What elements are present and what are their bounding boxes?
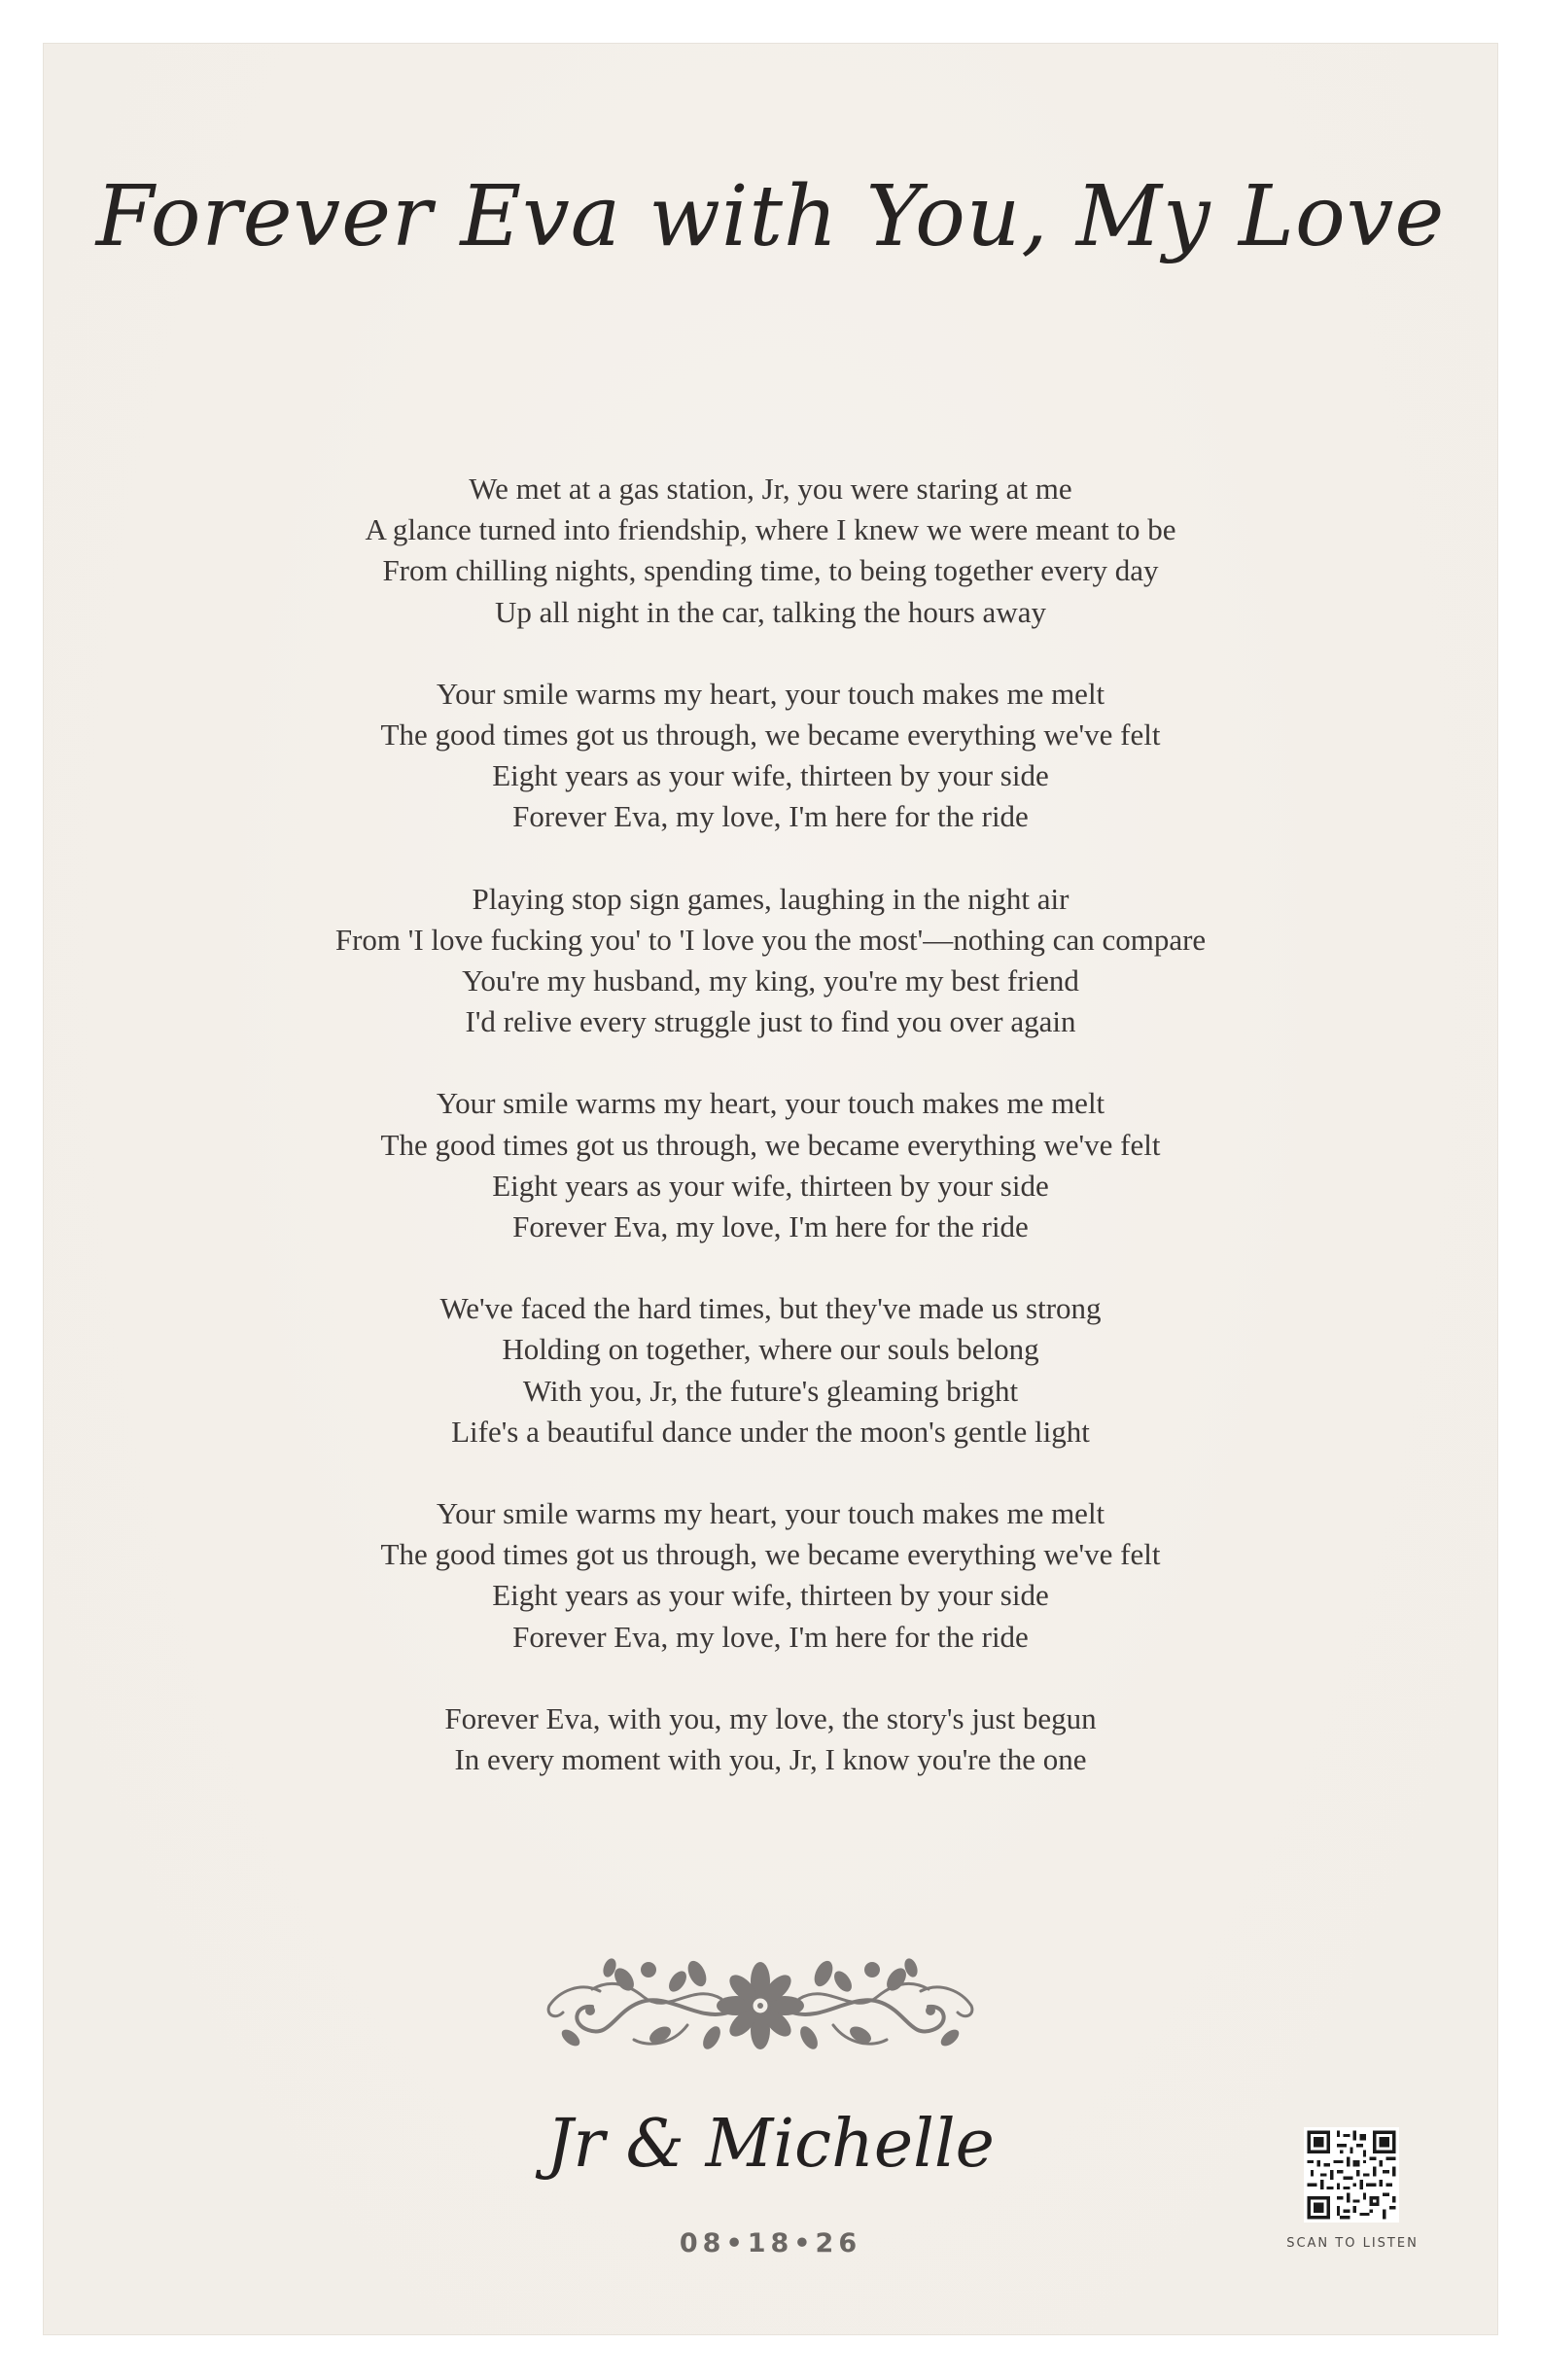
lyric-line: Up all night in the car, talking the hours away (495, 594, 1046, 629)
lyric-line: From chilling nights, spending time, to being together every day (382, 553, 1159, 588)
lyric-line: Eight years as your wife, thirteen by your side (492, 1168, 1049, 1203)
lyric-line: Eight years as your wife, thirteen by your side (492, 758, 1049, 793)
lyric-line: You're my husband, my king, you're my best friend (462, 963, 1079, 998)
lyric-line: A glance turned into friendship, where I knew we were meant to be (365, 512, 1176, 547)
stanza (44, 1083, 1497, 1247)
lyric-line: Playing stop sign games, laughing in the night air (472, 881, 1070, 916)
lyric-line: Life's a beautiful dance under the moon's gentle light (451, 1414, 1090, 1449)
lyric-line: The good times got us through, we became everything we've felt (380, 1127, 1161, 1162)
lyric-line: Forever Eva, my love, I'm here for the ride (512, 1619, 1029, 1654)
stanza (44, 1698, 1497, 1780)
lyric-line: In every moment with you, Jr, I know you're the one (454, 1742, 1087, 1777)
lyric-line: Forever Eva, my love, I'm here for the ride (512, 799, 1029, 834)
stanza (44, 879, 1497, 1043)
scan-to-listen-label: SCAN TO LISTEN (1286, 2236, 1419, 2251)
lyric-line: I'd relive every struggle just to find you over again (465, 1004, 1076, 1039)
lyric-line: The good times got us through, we became everything we've felt (380, 1537, 1161, 1572)
lyric-line: From 'I love fucking you' to 'I love you the most'—nothing can compare (334, 922, 1207, 957)
couple-names: Jr & Michelle (546, 2106, 995, 2183)
lyrics-block (44, 469, 1497, 1821)
song-title: Forever Eva with You, My Love (95, 168, 1446, 265)
lyric-line: Your smile warms my heart, your touch makes me melt (436, 1086, 1105, 1121)
lyric-line: Eight years as your wife, thirteen by your side (492, 1578, 1049, 1613)
stanza (44, 469, 1497, 633)
stanza (44, 1288, 1497, 1452)
lyric-line: Forever Eva, my love, I'm here for the ride (512, 1209, 1029, 1244)
stanza (44, 674, 1497, 838)
floral-divider-icon (542, 1952, 979, 2059)
lyric-line: Your smile warms my heart, your touch makes me melt (436, 676, 1105, 711)
qr-code-icon[interactable] (1304, 2127, 1399, 2222)
lyric-line: With you, Jr, the future's gleaming bright (522, 1373, 1019, 1408)
lyric-line: Your smile warms my heart, your touch makes me melt (436, 1496, 1105, 1531)
song-lyrics-poster (43, 43, 1498, 2335)
date: 08•18•26 (679, 2228, 862, 2258)
stanza (44, 1493, 1497, 1658)
lyric-line: Forever Eva, with you, my love, the story's just begun (444, 1700, 1097, 1735)
lyric-line: We met at a gas station, Jr, you were staring at me (469, 472, 1072, 506)
lyric-line: Holding on together, where our souls belong (502, 1332, 1039, 1367)
lyric-line: We've faced the hard times, but they've made us strong (439, 1291, 1102, 1326)
lyric-line: The good times got us through, we became everything we've felt (380, 718, 1161, 752)
